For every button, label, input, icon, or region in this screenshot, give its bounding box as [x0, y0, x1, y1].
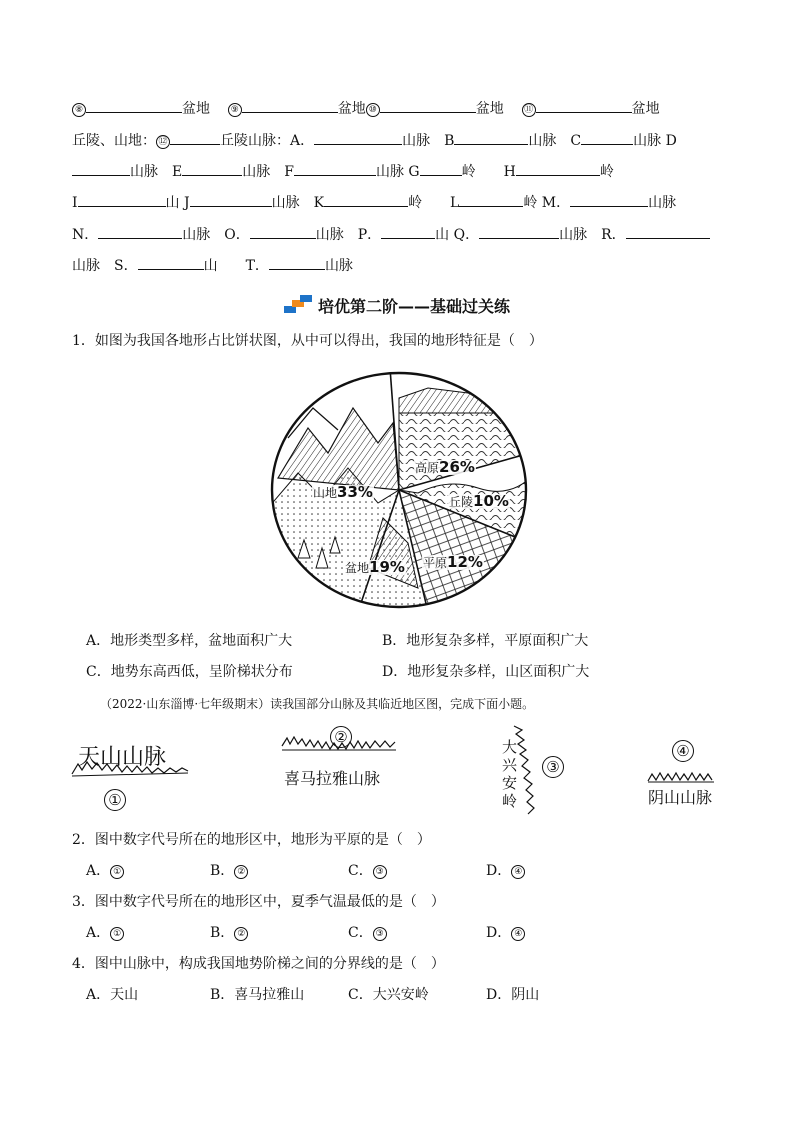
label: 山 Q． [435, 227, 480, 243]
label: 盆地 [182, 101, 210, 117]
num-11: ⑪ [522, 103, 536, 117]
yinshan-label: 阴山山脉 [648, 788, 713, 807]
label: 丘陵山脉：A． [220, 133, 315, 149]
fill-line-5 [72, 224, 730, 246]
q1-option-c[interactable]: C．地势东高西低，呈阶梯状分布 [86, 664, 293, 680]
num-8: ⑧ [72, 103, 86, 117]
tianshan-ridge-icon [70, 756, 190, 778]
daxinganling-label [502, 738, 520, 810]
label: 岭 M． [523, 195, 571, 211]
daxinganling-char: 安 [502, 774, 518, 792]
blank[interactable] [190, 192, 272, 207]
label: 山脉 [648, 195, 677, 211]
blank[interactable] [98, 224, 182, 239]
blank[interactable] [294, 161, 376, 176]
fill-line-1 [72, 98, 730, 120]
blank[interactable] [86, 98, 182, 113]
blank[interactable] [516, 161, 600, 176]
num-9: ⑨ [228, 103, 242, 117]
tianshan-label: 天山山脉 [78, 745, 167, 770]
label: 山 J [165, 195, 190, 211]
blank[interactable] [72, 161, 130, 176]
marker-3: ③ [542, 756, 564, 778]
label: 山脉 P． [315, 227, 382, 243]
blank[interactable] [314, 130, 402, 145]
label: 丘陵、山地： [72, 133, 156, 149]
label: 山脉 O． [182, 227, 250, 243]
label: 山脉 D [633, 133, 677, 149]
himalaya-label: 喜马拉雅山脉 [284, 769, 381, 788]
label: I [72, 195, 78, 211]
blank[interactable] [570, 192, 648, 207]
blank[interactable] [170, 130, 220, 145]
q3-option-c[interactable]: C． ③ [348, 922, 387, 942]
label: 山脉 [324, 258, 353, 274]
daxinganling-char: 大 [502, 738, 518, 756]
blank[interactable] [420, 161, 462, 176]
marker-1: ① [104, 789, 126, 811]
num-10: ⑩ [366, 103, 380, 117]
q4-option-a[interactable]: A．天山 [86, 987, 139, 1003]
q2-option-c[interactable]: C． ③ [348, 860, 387, 880]
label: 岭 L [408, 195, 460, 211]
label: 山脉 B [402, 133, 455, 149]
blank[interactable] [479, 224, 559, 239]
question-2-stem: 2．图中数字代号所在的地形区中，地形为平原的是（ ） [72, 832, 431, 848]
q1-option-d[interactable]: D．地形复杂多样，山区面积广大 [382, 664, 590, 680]
q4-option-c[interactable]: C．大兴安岭 [348, 987, 429, 1003]
yinshan-ridge-icon [646, 770, 716, 784]
label: 山脉 F [242, 164, 294, 180]
q3-option-b[interactable]: B． ② [210, 922, 248, 942]
question-1-stem: 1．如图为我国各地形占比饼状图，从中可以得出，我国的地形特征是（ ） [72, 333, 543, 349]
blank[interactable] [459, 192, 523, 207]
label: 山脉 C [528, 133, 582, 149]
section-title [0, 294, 794, 317]
label: 山脉 E [130, 164, 183, 180]
label: 山脉 K [271, 195, 325, 211]
fill-line-6 [72, 255, 730, 277]
blank[interactable] [269, 255, 325, 270]
num-12: ⑫ [156, 135, 170, 149]
q3-option-a[interactable]: A． ① [86, 922, 124, 942]
q2-option-b[interactable]: B． ② [210, 860, 248, 880]
label: 岭 H [461, 164, 516, 180]
question-3-stem: 3．图中数字代号所在的地形区中，夏季气温最低的是（ ） [72, 894, 445, 910]
label: 山 T． [203, 258, 269, 274]
label: 山脉 R． [559, 227, 626, 243]
q4-option-d[interactable]: D．阴山 [486, 987, 540, 1003]
label: 山脉 S． [72, 258, 138, 274]
label: 盆地 [337, 101, 366, 117]
q2-option-d[interactable]: D． ④ [486, 860, 525, 880]
pie-label-mountain: 山地33% [313, 483, 373, 501]
section-logo-icon [284, 295, 314, 317]
blank[interactable] [581, 130, 633, 145]
q2-option-a[interactable]: A． ① [86, 860, 124, 880]
blank[interactable] [380, 98, 476, 113]
marker-4: ④ [672, 740, 694, 762]
source-note: （2022·山东淄博·七年级期末）读我国部分山脉及其临近地区图，完成下面小题。 [100, 697, 535, 711]
q1-option-a[interactable]: A．地形类型多样，盆地面积广大 [86, 633, 293, 649]
q4-option-b[interactable]: B．喜马拉雅山 [210, 987, 305, 1003]
section-title-text: 培优第二阶——基础过关练 [317, 297, 510, 316]
fill-line-3 [72, 161, 730, 183]
terrain-pie-chart [268, 368, 530, 612]
pie-label-hills: 丘陵10% [449, 492, 509, 510]
pie-label-plain: 平原12% [423, 553, 483, 571]
marker-2: ② [330, 726, 352, 748]
fill-line-4 [72, 192, 730, 214]
label: 盆地 [475, 101, 504, 117]
q1-option-b[interactable]: B．地形复杂多样，平原面积广大 [382, 633, 589, 649]
blank[interactable] [324, 192, 408, 207]
label: 盆地 [631, 101, 660, 117]
blank[interactable] [381, 224, 435, 239]
pie-label-plateau: 高原26% [415, 458, 475, 476]
label: N． [72, 227, 99, 243]
blank[interactable] [182, 161, 242, 176]
blank[interactable] [250, 224, 316, 239]
fill-line-2 [72, 130, 730, 152]
blank[interactable] [626, 224, 710, 239]
daxinganling-char: 兴 [502, 756, 518, 774]
label: 岭 [599, 164, 614, 180]
blank[interactable] [242, 98, 338, 113]
blank[interactable] [454, 130, 528, 145]
pie-label-basin: 盆地19% [345, 558, 405, 576]
label: 山脉 G [375, 164, 420, 180]
blank[interactable] [138, 255, 204, 270]
question-4-stem: 4．图中山脉中，构成我国地势阶梯之间的分界线的是（ ） [72, 956, 445, 972]
daxinganling-char: 岭 [502, 792, 518, 810]
q3-option-d[interactable]: D． ④ [486, 922, 525, 942]
blank[interactable] [536, 98, 632, 113]
blank[interactable] [78, 192, 166, 207]
